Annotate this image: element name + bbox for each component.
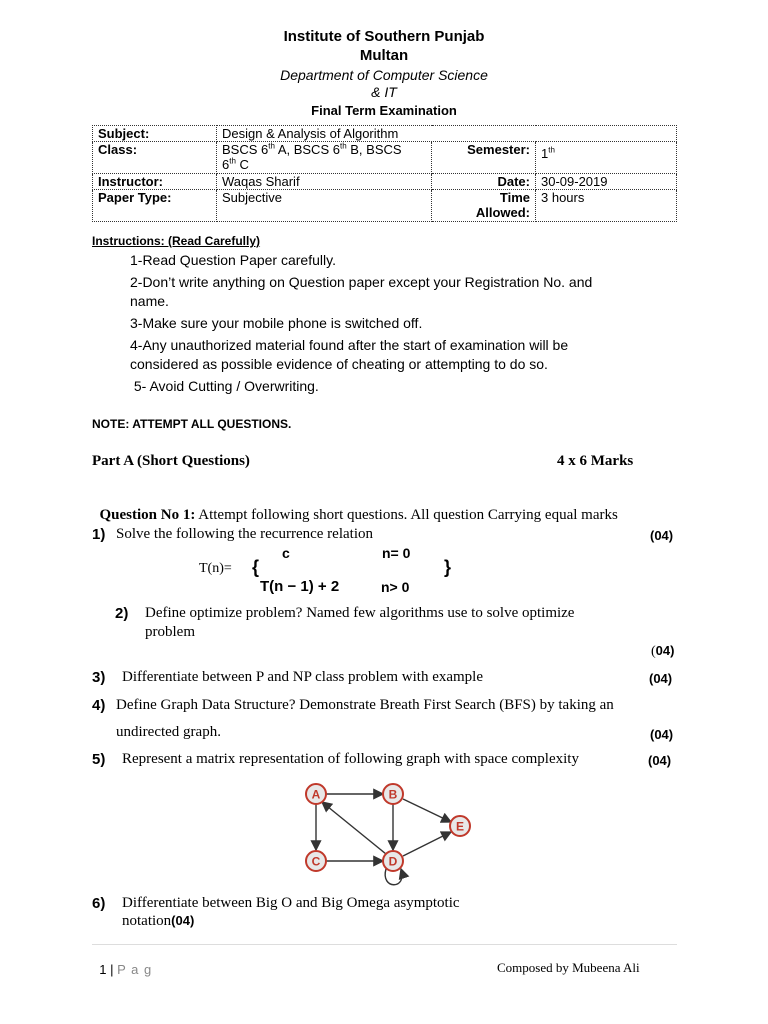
svg-text:E: E	[455, 819, 465, 834]
class-value	[217, 142, 432, 174]
subquestion-text-2-line	[122, 913, 194, 930]
subquestion-marks	[651, 643, 674, 660]
recurrence-case-2-expr: T(n − 1) + 2	[260, 578, 340, 595]
instructions-heading: Instructions: (Read Carefully)	[92, 234, 261, 248]
paper-type-value: Subjective	[217, 190, 432, 222]
subquestion-number: 5)	[92, 751, 106, 768]
graph-node-b	[383, 784, 403, 804]
svg-text:C: C	[311, 854, 321, 869]
marks-paren: (	[651, 644, 656, 659]
page-indicator	[92, 947, 152, 977]
time-label-1: Time	[499, 190, 530, 205]
instructor-label: Instructor:	[93, 174, 217, 190]
graph-node-d	[383, 851, 403, 871]
department-line-2: & IT	[371, 84, 397, 100]
svg-text:B: B	[388, 787, 398, 802]
subquestion-number: 1)	[92, 526, 106, 543]
subquestion-text: Solve the following the recurrence relation	[116, 526, 373, 542]
instruction-item: 2-Don’t write anything on Question paper except your Registration No. and	[130, 274, 593, 290]
graph-edge-b-e	[403, 799, 451, 822]
subject-label: Subject:	[93, 126, 217, 142]
subquestion-marks: (04)	[171, 913, 195, 928]
exam-info-table	[92, 125, 677, 222]
subquestion-text: Differentiate between Big O and Big Omega asymptotic	[122, 895, 460, 911]
marks-value: 04)	[655, 643, 675, 658]
question-1-text: Attempt following short questions. All question Carrying equal marks	[195, 507, 618, 523]
recurrence-case-2-cond: n> 0	[381, 579, 410, 595]
paper-type-row	[93, 190, 677, 222]
graph-node-c	[306, 851, 326, 871]
graph-diagram	[290, 778, 490, 893]
class-value-part: A, BSCS 6	[274, 142, 340, 157]
time-allowed-label	[432, 190, 536, 222]
page-number: 1	[99, 962, 107, 977]
semester-label: Semester:	[432, 142, 536, 174]
subquestion-text: Define optimize problem? Named few algorithms use to solve optimize	[145, 605, 575, 621]
class-value-part: C	[235, 157, 249, 172]
recurrence-case-1-cond: n= 0	[382, 545, 411, 561]
subquestion-marks: (04)	[649, 671, 673, 686]
instruction-item: 4-Any unauthorized material found after the start of examination will be	[130, 337, 569, 353]
graph-edge-d-e	[403, 832, 451, 856]
subquestion-number: 6)	[92, 895, 106, 912]
instruction-item: name.	[130, 293, 169, 309]
subquestion-number: 4)	[92, 697, 106, 714]
class-value-part: BSCS 6	[222, 142, 269, 157]
question-1-line	[92, 490, 618, 524]
exam-title: Final Term Examination	[311, 103, 457, 118]
class-sup: th	[339, 141, 347, 151]
semester-number: 1	[541, 146, 549, 161]
note-text: NOTE: ATTEMPT ALL QUESTIONS.	[92, 417, 292, 431]
time-allowed-value: 3 hours	[536, 190, 677, 222]
date-label: Date:	[432, 174, 536, 190]
subquestion-text: Define Graph Data Structure? Demonstrate Breath First Search (BFS) by taking an	[116, 697, 614, 713]
instructor-row	[93, 174, 677, 190]
footer-divider	[92, 944, 677, 945]
question-1-label: Question No 1:	[99, 507, 196, 523]
subquestion-text-2: undirected graph.	[116, 724, 221, 740]
part-a-title: Part A (Short Questions)	[92, 453, 250, 469]
part-a-marks: 4 x 6 Marks	[557, 453, 634, 469]
semester-value	[536, 142, 677, 174]
subject-row	[93, 126, 677, 142]
graph-edge-d-a	[322, 802, 386, 854]
page-word: P a g	[117, 962, 153, 977]
class-value-part: 6	[222, 157, 230, 172]
graph-node-a	[306, 784, 326, 804]
instruction-item: 3-Make sure your mobile phone is switched off.	[130, 315, 423, 331]
instruction-item: considered as possible evidence of cheating or attempting to do so.	[130, 356, 548, 372]
recurrence-brace-open: {	[252, 557, 260, 577]
recurrence-case-1-expr: c	[282, 545, 290, 561]
graph-node-e	[450, 816, 470, 836]
class-row	[93, 142, 677, 174]
city-name: Multan	[359, 47, 409, 64]
recurrence-lhs: T(n)=	[199, 561, 232, 576]
class-sup: th	[229, 156, 236, 166]
subquestion-text: Represent a matrix representation of following graph with space complexity	[122, 751, 579, 767]
subquestion-number: 3)	[92, 669, 106, 686]
subquestion-marks: (04)	[650, 727, 674, 742]
subquestion-text-2: notation	[122, 913, 172, 929]
class-sup: th	[268, 141, 275, 151]
page-separator: |	[106, 962, 118, 977]
instruction-item: 1-Read Question Paper carefully.	[130, 252, 336, 268]
institute-name: Institute of Southern Punjab	[283, 28, 485, 45]
class-label: Class:	[93, 142, 217, 174]
recurrence-brace-close: }	[444, 557, 452, 577]
subject-value: Design & Analysis of Algorithm	[217, 126, 677, 142]
paper-type-label: Paper Type:	[93, 190, 217, 222]
time-label-2: Allowed:	[475, 205, 530, 220]
svg-text:A: A	[311, 787, 321, 802]
subquestion-text: Differentiate between P and NP class problem with example	[122, 669, 484, 685]
instruction-item: 5- Avoid Cutting / Overwriting.	[130, 378, 319, 394]
subquestion-marks: (04)	[650, 528, 674, 543]
class-value-part: B, BSCS	[346, 142, 402, 157]
subquestion-marks: (04)	[648, 753, 672, 768]
composer-credit: Composed by Mubeena Ali	[497, 960, 640, 975]
date-value: 30-09-2019	[536, 174, 677, 190]
semester-sup: th	[548, 145, 555, 155]
subquestion-text-2: problem	[145, 624, 195, 640]
subquestion-number: 2)	[115, 605, 129, 622]
instructor-value: Waqas Sharif	[217, 174, 432, 190]
department-line-1: Department of Computer Science	[280, 67, 488, 83]
svg-text:D: D	[388, 854, 398, 869]
